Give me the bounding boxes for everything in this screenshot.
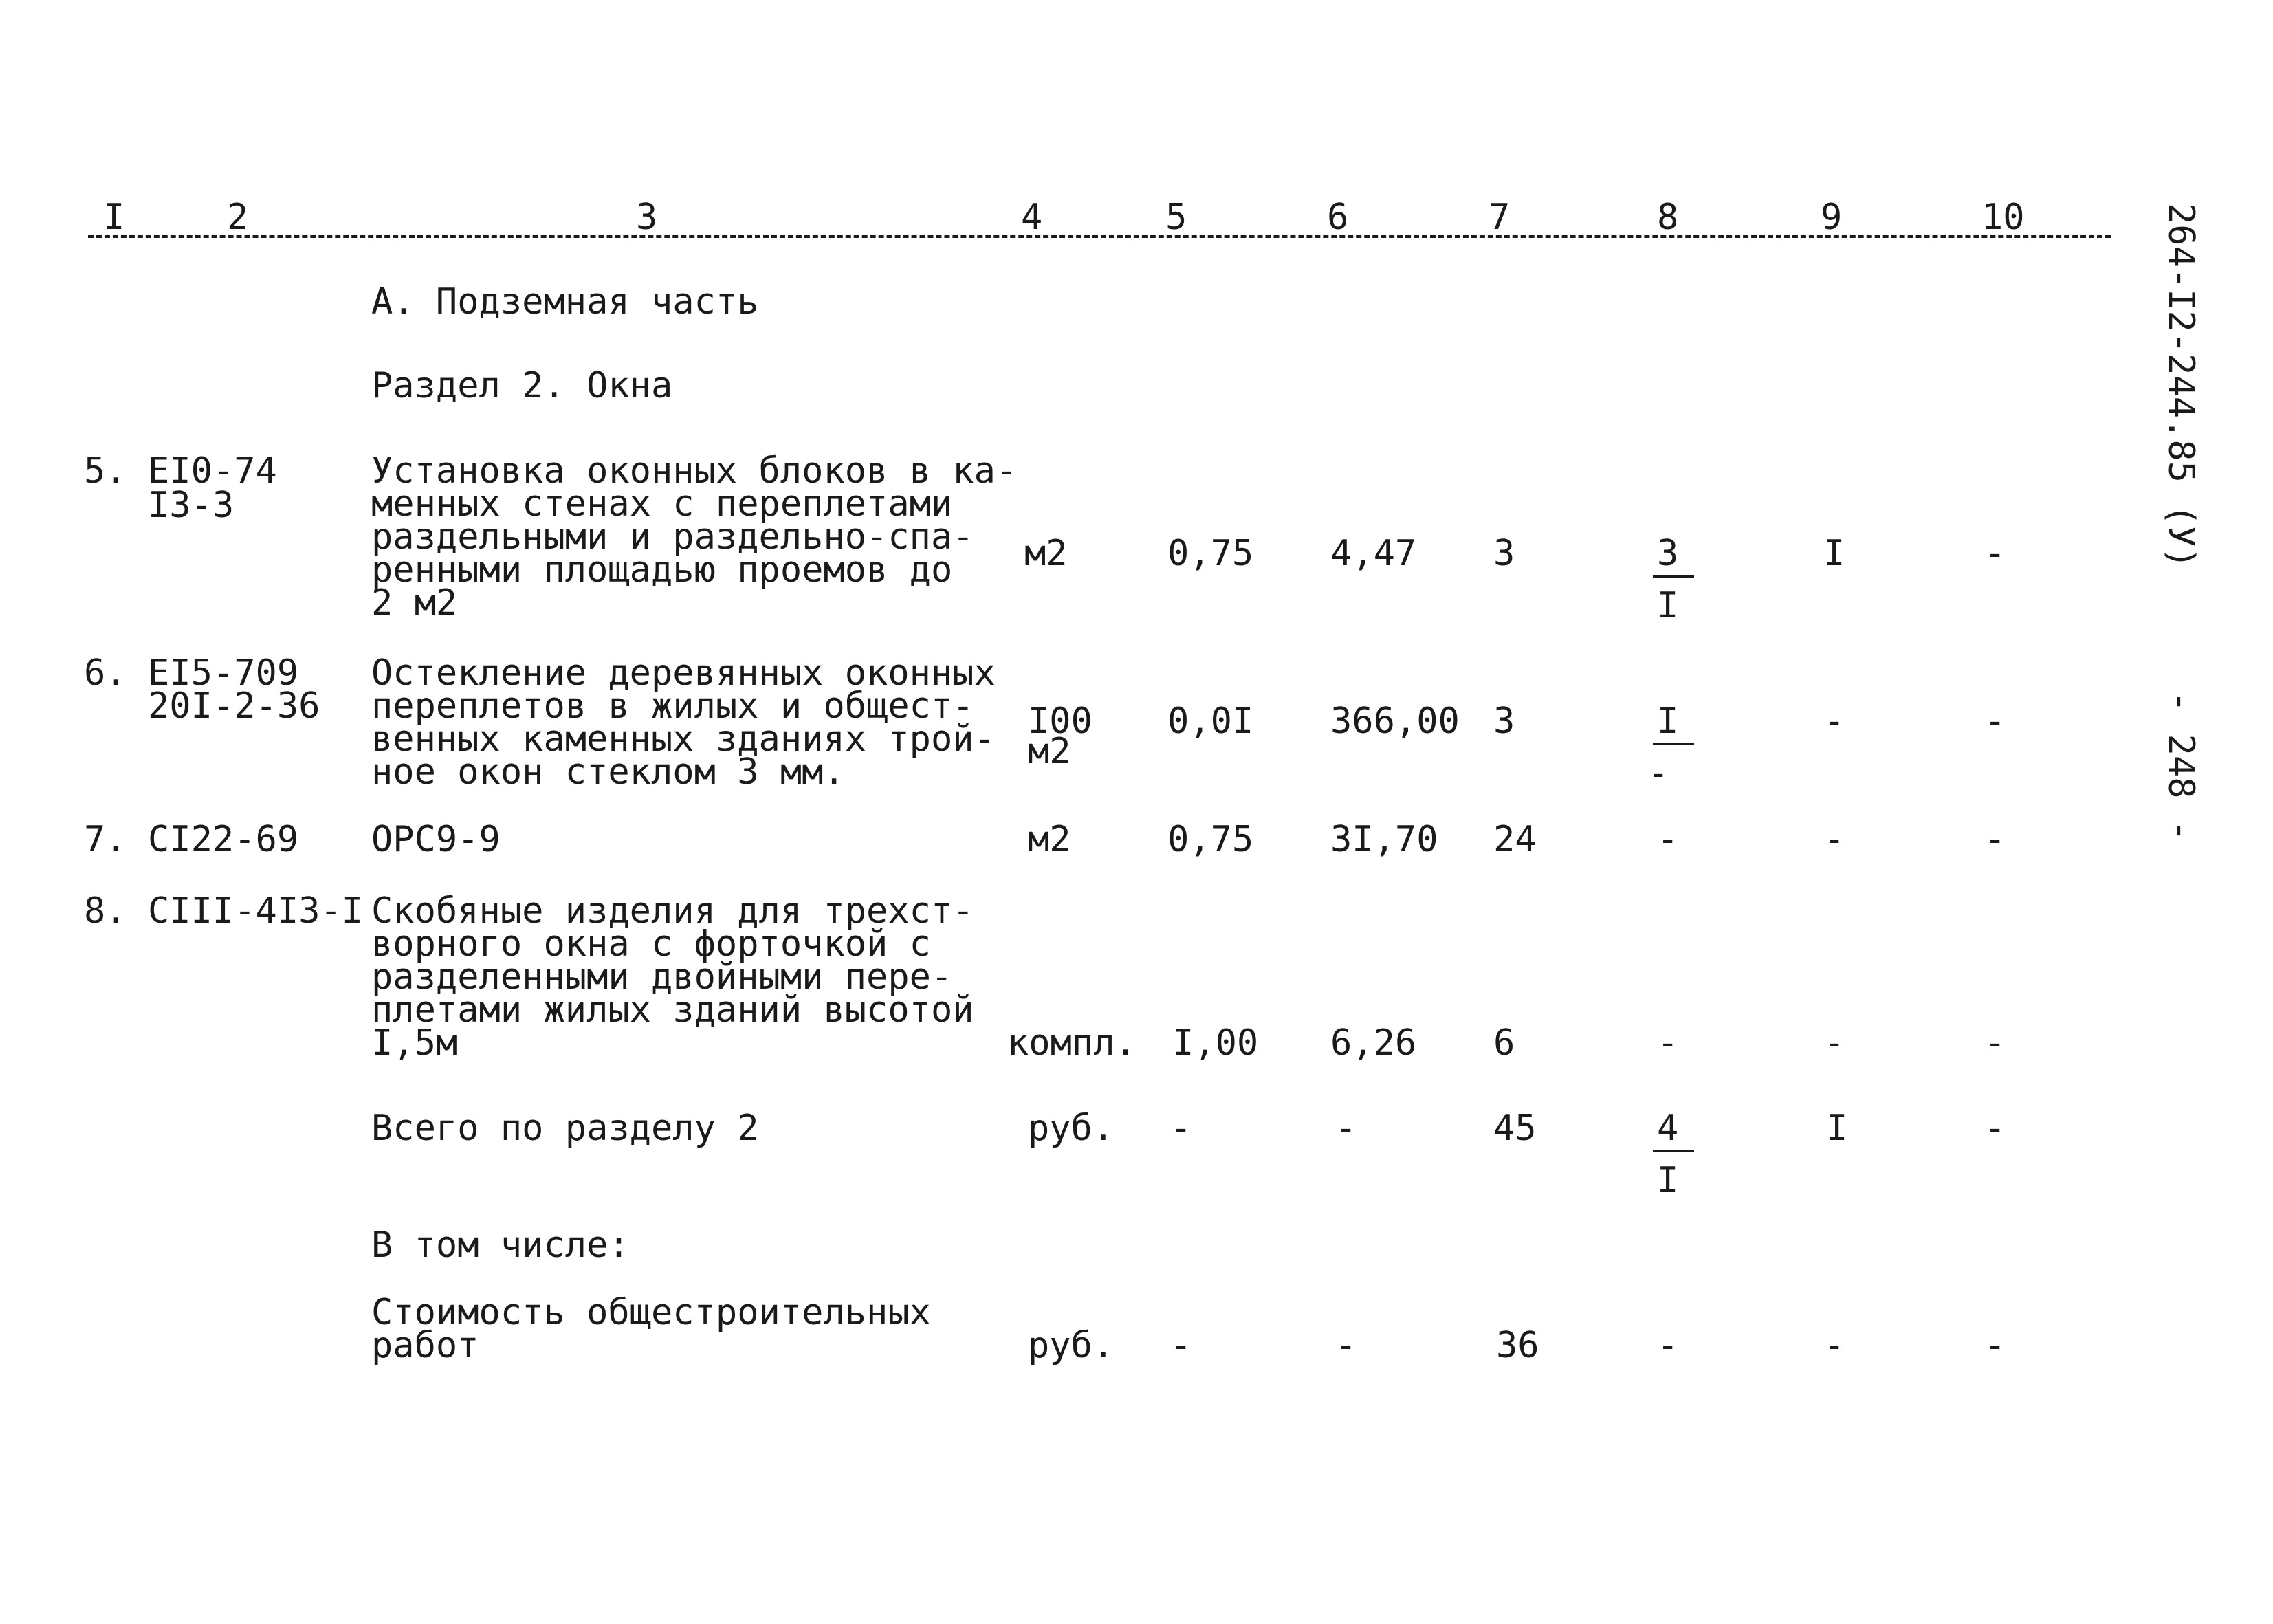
- row-description-line: Скобяные изделия для трехст-: [371, 890, 974, 932]
- column-header-2: 2: [227, 197, 249, 238]
- row-number: 6.: [84, 652, 127, 694]
- general-works-unit: руб.: [1028, 1325, 1114, 1366]
- section-total-col9: I: [1826, 1108, 1848, 1149]
- row-description-line: I,5м: [371, 1022, 458, 1064]
- general-works-total: 36: [1496, 1325, 1539, 1366]
- row-col10: -: [1984, 701, 2006, 742]
- header-divider: [88, 235, 2111, 238]
- section-total-col10: -: [1984, 1108, 2006, 1149]
- general-works-label-continued: работ: [371, 1325, 479, 1366]
- row-code: CI22-69: [148, 819, 299, 860]
- row-description-line: ренными площадью проемов до: [371, 549, 953, 591]
- section-total-col8-denominator: I: [1657, 1160, 1679, 1201]
- section-total-price: -: [1335, 1108, 1357, 1149]
- row-code: EI5-709: [148, 652, 299, 694]
- row-code-continued: I3-3: [148, 485, 234, 526]
- row-quantity: 0,0I: [1167, 701, 1254, 742]
- part-title: А. Подземная часть: [371, 281, 759, 322]
- row-col8-numerator: 3: [1657, 533, 1679, 574]
- row-col10: -: [1984, 1022, 2006, 1064]
- including-label: В том числе:: [371, 1225, 630, 1266]
- row-col10: -: [1984, 819, 2006, 860]
- column-header-5: 5: [1165, 197, 1187, 238]
- row-unit: компл.: [1007, 1022, 1136, 1064]
- row-number: 8.: [84, 890, 127, 932]
- column-header-1: I: [103, 197, 125, 238]
- row-code: EI0-74: [148, 450, 277, 492]
- row-number: 7.: [84, 819, 127, 860]
- row-description-line: плетами жилых зданий высотой: [371, 989, 974, 1031]
- section-total-unit: руб.: [1028, 1108, 1114, 1149]
- row-col9: -: [1823, 1022, 1845, 1064]
- column-header-4: 4: [1021, 197, 1043, 238]
- row-quantity: 0,75: [1167, 819, 1254, 860]
- row-col8: -: [1657, 819, 1679, 860]
- section-total-quantity: -: [1170, 1108, 1192, 1149]
- row-col8: -: [1657, 1022, 1679, 1064]
- row-col9: I: [1823, 533, 1845, 574]
- fraction-line: [1653, 743, 1694, 745]
- fraction-line: [1653, 575, 1694, 578]
- row-col10: -: [1984, 533, 2006, 574]
- row-unit: м2: [1028, 819, 1071, 860]
- row-col8-denominator: I: [1657, 585, 1679, 626]
- general-works-col10: -: [1984, 1325, 2006, 1366]
- row-description-line: Остекление деревянных оконных: [371, 652, 996, 694]
- row-description-line: ное окон стеклом 3 мм.: [371, 751, 845, 793]
- row-description-line: ОРС9-9: [371, 819, 501, 860]
- row-description-line: ворного окна с форточкой с: [371, 923, 931, 965]
- row-description-line: 2 м2: [371, 582, 458, 624]
- row-description-line: разделенными двойными пере-: [371, 956, 953, 998]
- row-unit-price: 6,26: [1330, 1022, 1417, 1064]
- row-unit-price: 3I,70: [1330, 819, 1438, 860]
- row-description-line: Установка оконных блоков в ка-: [371, 450, 1018, 492]
- section-total-col8-numerator: 4: [1657, 1108, 1679, 1149]
- section-total-amount: 45: [1493, 1108, 1537, 1149]
- row-description-line: раздельными и раздельно-спа-: [371, 516, 974, 558]
- row-description-line: переплетов в жилых и общест-: [371, 685, 974, 727]
- page-number: - 248 -: [2160, 691, 2201, 842]
- column-header-3: 3: [636, 197, 658, 238]
- row-col9: -: [1823, 819, 1845, 860]
- row-total: 3: [1493, 701, 1515, 742]
- row-unit: I00: [1028, 701, 1092, 742]
- column-header-9: 9: [1821, 197, 1843, 238]
- row-description-line: венных каменных зданиях трой-: [371, 718, 996, 760]
- row-unit-price: 4,47: [1330, 533, 1417, 574]
- column-header-7: 7: [1489, 197, 1511, 238]
- row-total: 3: [1493, 533, 1515, 574]
- row-col9: -: [1823, 701, 1845, 742]
- row-number: 5.: [84, 450, 127, 492]
- general-works-col9: -: [1823, 1325, 1845, 1366]
- row-code-continued: 20I-2-36: [148, 685, 320, 727]
- row-col8-denominator: -: [1647, 753, 1669, 794]
- general-works-quantity: -: [1170, 1325, 1192, 1366]
- general-works-price: -: [1335, 1325, 1357, 1366]
- row-description-line: менных стенах с переплетами: [371, 483, 953, 525]
- document-code: 264-I2-244.85 (У): [2160, 203, 2201, 569]
- row-unit-price: 366,00: [1330, 701, 1460, 742]
- row-unit-continued: м2: [1028, 731, 1071, 772]
- row-total: 6: [1493, 1022, 1515, 1064]
- row-quantity: 0,75: [1167, 533, 1254, 574]
- general-works-col8: -: [1657, 1325, 1679, 1366]
- section-title: Раздел 2. Окна: [371, 365, 673, 406]
- section-total-label: Всего по разделу 2: [371, 1108, 759, 1149]
- row-unit: м2: [1024, 533, 1068, 574]
- row-quantity: I,00: [1172, 1022, 1259, 1064]
- column-header-10: 10: [1981, 197, 2025, 238]
- column-header-6: 6: [1327, 197, 1349, 238]
- row-code: CIII-4I3-I: [148, 890, 364, 932]
- fraction-line: [1653, 1150, 1694, 1152]
- general-works-label: Стоимость общестроительных: [371, 1292, 931, 1333]
- column-header-8: 8: [1657, 197, 1679, 238]
- row-col8-numerator: I: [1657, 701, 1679, 742]
- row-total: 24: [1493, 819, 1537, 860]
